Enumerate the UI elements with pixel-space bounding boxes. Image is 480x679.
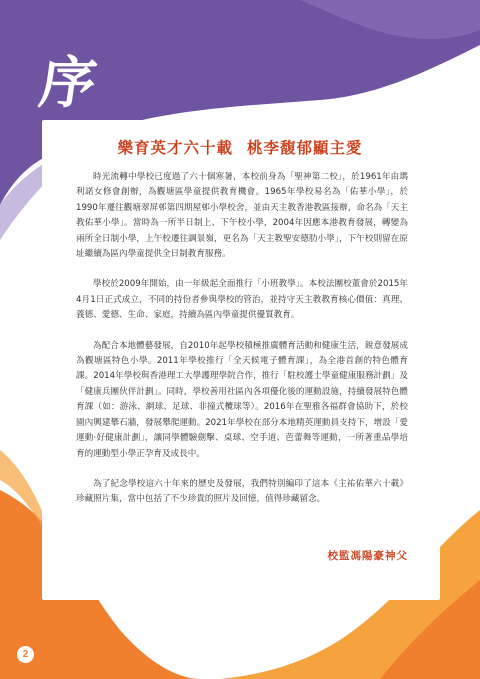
paragraph-3: 為配合本地體藝發展，自2010年起學校積極推廣體育活動和健康生活，銳意發展成為觀塘區特色小學。2011年學校推行「全天候電子體育課」，為全港首創的特色體育課。2014年學校與香港理工大學護理學院合作，推行「駐校護士學童健康服務計劃」及「健康兵團伙伴計劃」。同時，學校善用社區內各項優化後的運動設施，持續發展特色體育課（如：游泳、網球、足球、非撞式欖球等）。2016年在聖雅各福群會協助下，於校園內興建攀石牆，發展攀爬運動。2021年學校在部分本地精英運動員支持下，增設「愛運動‧好健康計劃」，讓同學體驗劍擊、桌球、空手道、芭蕾舞等運動，一所著重品學培育的運動型小學正孕育及成長中。 (76, 340, 408, 459)
paragraph-4: 為了紀念學校這六十年來的歷史及發展，我們特別編印了這本《主祐佑華六十載》珍藏照片集，當中包括了不少珍貴的照片及回憶，值得珍藏留念。 (76, 478, 408, 505)
preface-heading-char: 序 (35, 50, 99, 116)
preface-body (76, 170, 408, 523)
title-part-1: 樂育英才六十載 (117, 138, 233, 157)
page-title (0, 136, 480, 158)
paragraph-1: 時光流轉中學校已度過了六十個寒暑，本校前身為「聖神第二校」，於1961年由瑪利諾女修會創辦，為觀塘區學童提供教育機會。1965年學校易名為「佑華小學」，於1990年遷往觀塘翠屏邨第四期屋邨小學校舍，並由天主教香港教區接辦，命名為「天主教佑華小學」。當時為一所半日制上、下午校小學，2004年因應本港教育發展，轉變為兩所全日制小學，上午校遷往調景嶺，更名為「天主教聖安德肋小學」，下午校則留在原址繼續為區內學童提供全日制教育服務。 (76, 172, 408, 260)
title-part-2: 桃李馥郁顯主愛 (247, 138, 363, 157)
page-number: 2 (17, 646, 34, 663)
paragraph-2: 學校於2009年開始，由一年級起全面推行「小班教學」。本校法團校董會於2015年4月1日正式成立，不同的持份者參與學校的管治，並持守天主教教育核心價值：真理、義德、愛德、生命、家庭，持續為區內學童提供優質教育。 (76, 279, 408, 321)
signature: 校監馮陽豪神父 (327, 550, 408, 562)
